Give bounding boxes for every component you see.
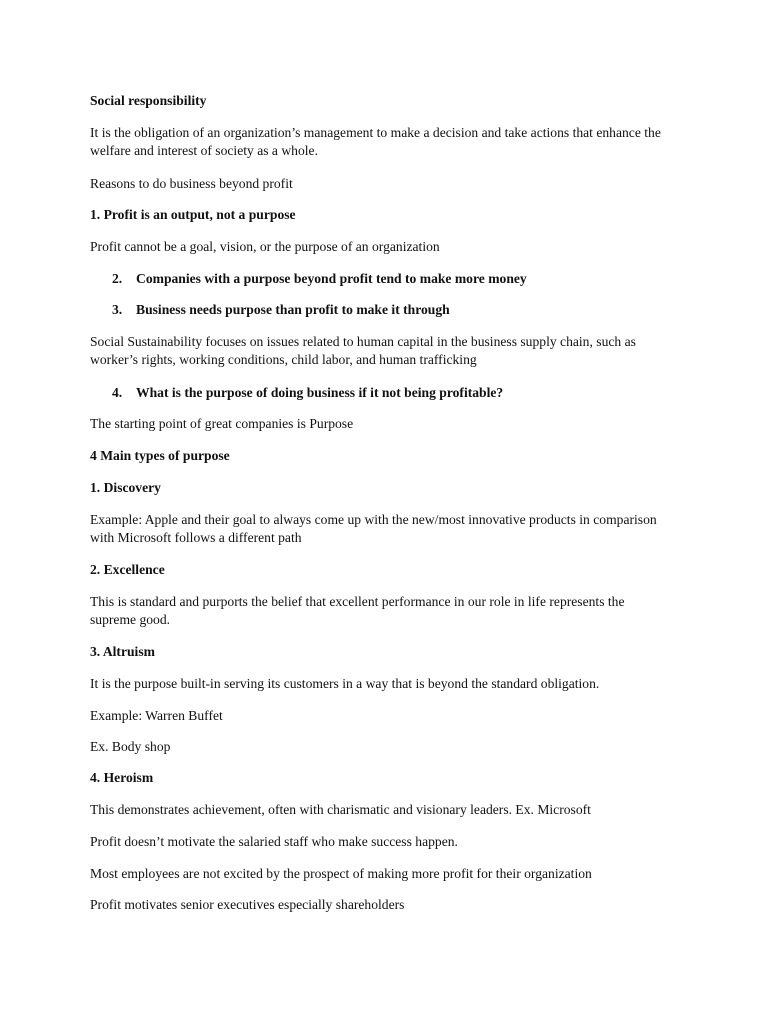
reason-4-number: 4. bbox=[112, 385, 123, 400]
closing-line-2: Most employees are not excited by the prospect of making more profit for their organization bbox=[90, 866, 592, 881]
closing-line-3: Profit motivates senior executives especially shareholders bbox=[90, 897, 405, 912]
type-1-text-line-2: with Microsoft follows a different path bbox=[90, 530, 302, 545]
reason-1-title: 1. Profit is an output, not a purpose bbox=[90, 207, 296, 222]
reason-1-text: Profit cannot be a goal, vision, or the purpose of an organization bbox=[90, 239, 440, 254]
heading-social-responsibility: Social responsibility bbox=[90, 93, 207, 108]
definition-line-1: It is the obligation of an organization’s management to make a decision and take actions that enhance the bbox=[90, 125, 661, 140]
type-4-title: 4. Heroism bbox=[90, 770, 154, 785]
reason-4-title: What is the purpose of doing business if it not being profitable? bbox=[136, 385, 504, 400]
definition-line-2: welfare and interest of society as a whole. bbox=[90, 143, 318, 158]
type-2-text-line-2: supreme good. bbox=[90, 612, 171, 627]
social-sustainability-line-2: worker’s rights, working conditions, child labor, and human trafficking bbox=[90, 352, 477, 367]
reason-3-title: Business needs purpose than profit to make it through bbox=[136, 302, 450, 317]
type-1-text-line-1: Example: Apple and their goal to always come up with the new/most innovative products in comparison bbox=[90, 512, 657, 527]
reason-4-item bbox=[112, 384, 503, 402]
type-1-title: 1. Discovery bbox=[90, 480, 161, 495]
reason-3-number: 3. bbox=[112, 302, 123, 317]
reason-2-number: 2. bbox=[112, 271, 123, 286]
type-4-text: This demonstrates achievement, often with charismatic and visionary leaders. Ex. Microsoft bbox=[90, 802, 591, 817]
type-3-title: 3. Altruism bbox=[90, 644, 155, 659]
starting-point-text: The starting point of great companies is Purpose bbox=[90, 416, 354, 431]
type-3-text: It is the purpose built-in serving its customers in a way that is beyond the standard obligation. bbox=[90, 676, 600, 691]
reason-2-item bbox=[112, 270, 527, 288]
social-sustainability-line-1: Social Sustainability focuses on issues related to human capital in the business supply chain, such as bbox=[90, 334, 636, 349]
type-2-title: 2. Excellence bbox=[90, 562, 165, 577]
reason-3-item bbox=[112, 301, 450, 319]
type-3-example-1: Example: Warren Buffet bbox=[90, 708, 223, 723]
type-2-text-line-1: This is standard and purports the belief that excellent performance in our role in life represents the bbox=[90, 594, 625, 609]
closing-line-1: Profit doesn’t motivate the salaried staff who make success happen. bbox=[90, 834, 458, 849]
type-3-example-2: Ex. Body shop bbox=[90, 739, 171, 754]
reason-2-title: Companies with a purpose beyond profit tend to make more money bbox=[136, 271, 527, 286]
reasons-intro: Reasons to do business beyond profit bbox=[90, 176, 293, 191]
types-heading: 4 Main types of purpose bbox=[90, 448, 230, 463]
